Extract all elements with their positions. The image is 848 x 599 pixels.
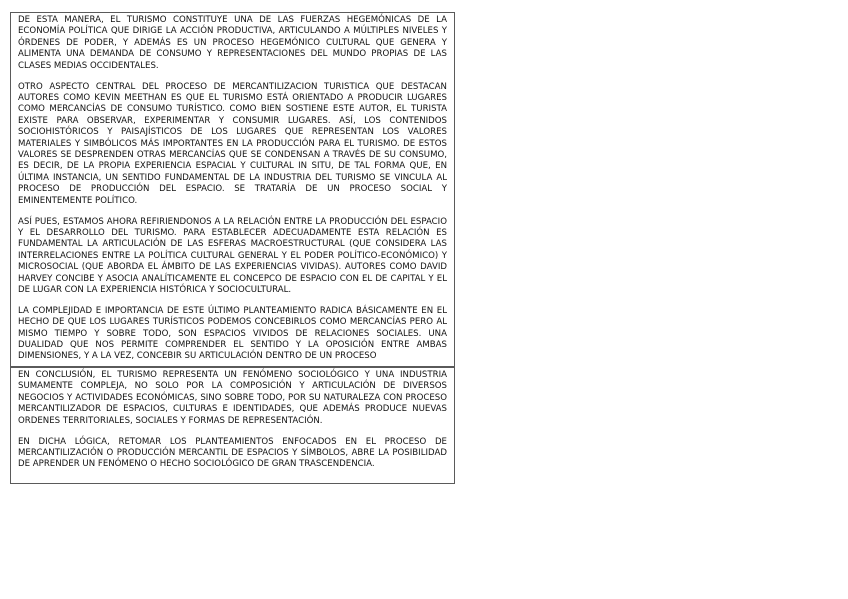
text-panel-top xyxy=(10,12,455,367)
paragraph-complejidad: LA COMPLEJIDAD E IMPORTANCIA DE ESTE ÚLTIMO PLANTEAMIENTO RADICA BÁSICAMENTE EN EL HECHO DE QUE LOS LUGARES TURÍSTICOS PODEMOS CONCEBIRLOS COMO MERCANCÍAS PERO AL MISMO TIEMPO Y SOBRE TODO, SON ESPACIOS VIVIDOS DE RELACIONES SOCIALES. UNA DUALIDAD QUE NOS PERMITE COMPRENDER EL SENTIDO Y LA OPOSICIÓN ENTRE AMBAS DIMENSIONES, Y A LA VEZ, CONCEBIR SU ARTICULACIÓN DENTRO DE UN PROCESO xyxy=(18,305,447,362)
paragraph-logica: EN DICHA LÓGICA, RETOMAR LOS PLANTEAMIENTOS ENFOCADOS EN EL PROCESO DE MERCANTILIZACIÓN O PRODUCCIÓN MERCANTIL DE ESPACIOS Y SÍMBOLOS, ABRE LA POSIBILIDAD DE APRENDER UN FENÓMENO O HECHO SOCIOLÓGICO DE GRAN TRASCENDENCIA. xyxy=(18,436,447,470)
text-panel-bottom xyxy=(10,367,455,484)
paragraph-conclusion: EN CONCLUSIÓN, EL TURISMO REPRESENTA UN FENÓMENO SOCIOLÓGICO Y UNA INDUSTRIA SUMAMENTE COMPLEJA, NO SOLO POR LA COMPOSICIÓN Y ARTICULACIÓN DE DIVERSOS NEGOCIOS Y ACTIVIDADES ECONÓMICAS, SINO SOBRE TODO, POR SU NATURALEZA CON PROCESO MERCANTILIZADOR DE ESPACIOS, CULTURAS E IDENTIDADES, QUE ADEMÁS PRODUCE NUEVAS ORDENES TERRITORIALES, SOCIALES Y FORMAS DE REPRESENTACIÓN. xyxy=(18,370,447,426)
paragraph-hegemonia: DE ESTA MANERA, EL TURISMO CONSTITUYE UNA DE LAS FUERZAS HEGEMÓNICAS DE LA ECONOMÍA POLÍTICA QUE DIRIGE LA ACCIÓN PRODUCTIVA, ARTICULANDO A MÚLTIPLES NIVELES Y ÓRDENES DE PODER, Y ADEMÁS ES UN PROCESO HEGEMÓNICO CULTURAL QUE GENERA Y ALIMENTA UNA DEMANDA DE CONSUMO Y REPRESENTACIONES DEL MUNDO PROPIAS DE LAS CLASES MEDIAS OCCIDENTALES. xyxy=(18,15,447,71)
paragraph-mercantilizacion: OTRO ASPECTO CENTRAL DEL PROCESO DE MERCANTILIZACION TURISTICA QUE DESTACAN AUTORES COMO KEVIN MEETHAN ES QUE EL TURISMO ESTÁ ORIENTADO A PRODUCIR LUGARES COMO MERCANCÍAS DE CONSUMO TURÍSTICO. COMO BIEN SOSTIENE ESTE AUTOR, EL TURISTA EXISTE PARA OBSERVAR, EXPERIMENTAR Y CONSUMIR LUGARES. ASÍ, LOS CONTENIDOS SOCIOHISTÓRICOS Y PAISAJÍSTICOS DE LOS LUGARES QUE REPRESENTAN LOS VALORES MATERIALES Y SIMBÓLICOS MÁS IMPORTANTES EN LA PRODUCCIÓN PARA EL TURISMO. DE ESTOS VALORES SE DESPRENDEN OTRAS MERCANCÍAS QUE SE CONDENSAN A TRAVÉS DE SU CONSUMO, ES DECIR, DE LA PROPIA EXPERIENCIA ESPACIAL Y CULTURAL IN SITU, DE TAL FORMA QUE, EN ÚLTIMA INSTANCIA, UN SENTIDO FUNDAMENTAL DE LA INDUSTRIA DEL TURISMO SE VINCULA AL PROCESO DE PRODUCCIÓN DEL ESPACIO. SE TRATARÍA DE UN PROCESO SOCIAL Y EMINENTEMENTE POLÍTICO. xyxy=(18,81,447,206)
paragraph-produccion-espacio: ASÍ PUES, ESTAMOS AHORA REFIRIENDONOS A LA RELACIÓN ENTRE LA PRODUCCIÓN DEL ESPACIO Y EL DESARROLLO DEL TURISMO. PARA ESTABLECER ADECUADAMENTE ESTA RELACIÓN ES FUNDAMENTAL LA ARTICULACIÓN DE LAS ESFERAS MACROESTRUCTURAL (QUE CONSIDERA LAS INTERRELACIONES ENTRE LA POLÍTICA CULTURAL GENERAL Y EL PODER POLÍTICO-ECONÓMICO) Y MICROSOCIAL (QUE ABORDA EL ÁMBITO DE LAS EXPERIENCIAS VIVIDAS). AUTORES COMO DAVID HARVEY CONCIBE Y ASOCIA ANALÍTICAMENTE EL CONCEPCO DE ESPACIO CON EL DE CAPITAL Y EL DE LUGAR CON LA EXPERIENCIA HISTÓRICA Y SOCIOCULTURAL. xyxy=(18,216,447,295)
